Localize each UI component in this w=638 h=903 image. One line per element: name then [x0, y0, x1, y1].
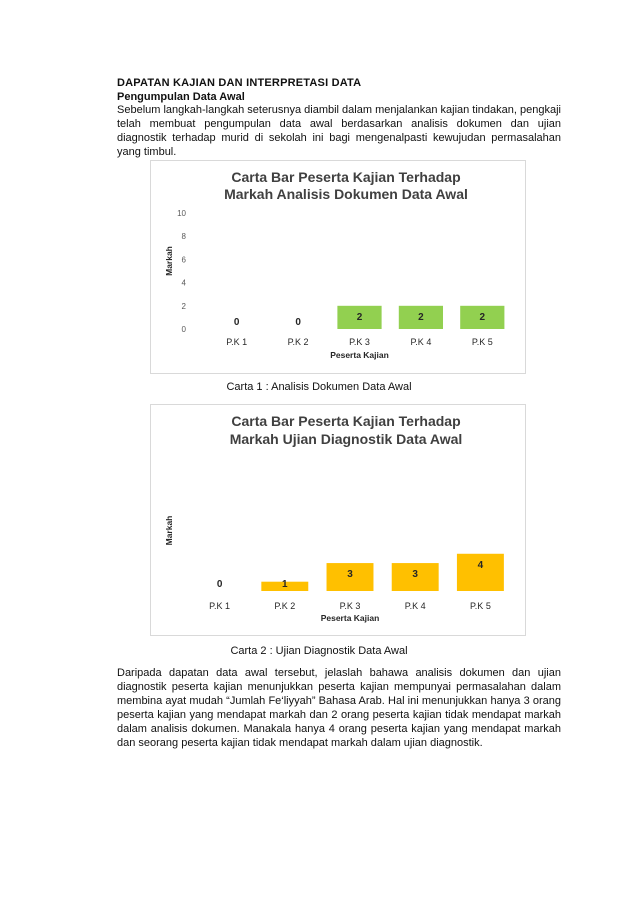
y-tick-label: 6 [181, 255, 186, 265]
bar-data-label: 2 [356, 311, 363, 323]
x-category-label: P.K 3 [339, 601, 361, 611]
chart-title-line: Markah Analisis Dokumen Data Awal [224, 186, 468, 202]
x-category-label: P.K 1 [209, 601, 231, 611]
x-axis-label: Peserta Kajian [330, 350, 389, 360]
bar-data-label: 0 [233, 317, 240, 328]
y-axis-label: Markah [164, 246, 174, 276]
section-subheading: Pengumpulan Data Awal [117, 91, 245, 103]
bar-data-label: 1 [282, 579, 288, 590]
y-axis-label: Markah [164, 515, 174, 546]
x-category-label: P.K 3 [349, 337, 370, 347]
bar-data-label: 4 [477, 559, 484, 571]
bar-data-label: 2 [479, 311, 486, 323]
chart-title-line: Carta Bar Peserta Kajian Terhadap [231, 169, 461, 185]
bar-data-label: 2 [418, 311, 424, 323]
x-category-label: P.K 2 [287, 337, 309, 347]
chart1-caption: Carta 1 : Analisis Dokumen Data Awal [226, 381, 412, 393]
x-axis-label: Peserta Kajian [320, 613, 380, 623]
y-tick-label: 10 [177, 209, 186, 218]
chart-title-line: Markah Ujian Diagnostik Data Awal [229, 431, 463, 447]
section-heading: DAPATAN KAJIAN DAN INTERPRETASI DATA [117, 77, 362, 89]
bar-data-label: 0 [295, 317, 301, 328]
x-category-label: P.K 2 [274, 601, 296, 611]
chart-title-line: Carta Bar Peserta Kajian Terhadap [231, 413, 461, 429]
chart-ujian-diagnostik-svg [151, 405, 525, 635]
intro-paragraph: Sebelum langkah-langkah seterusnya diambil dalam menjalankan kajian tindakan, pengkaji telah membuat pengumpulan data awal berdasarkan analisis dokumen dan ujian diagnostik terhadap murid di sekolah ini bagi mengenalpasti kewujudan permasalahan yang timbul. [117, 104, 561, 158]
chart-ujian-diagnostik [150, 404, 526, 636]
chart2-caption: Carta 2 : Ujian Diagnostik Data Awal [230, 645, 408, 657]
x-category-label: P.K 4 [404, 601, 426, 611]
y-tick-label: 0 [181, 325, 186, 334]
chart-analisis-dokumen [150, 160, 526, 374]
bar-data-label: 3 [347, 569, 353, 581]
bar-data-label: 0 [216, 579, 223, 590]
y-tick-label: 2 [181, 301, 186, 311]
bar-data-label: 3 [412, 569, 418, 581]
y-tick-label: 8 [181, 232, 186, 242]
x-category-label: P.K 4 [410, 337, 432, 347]
conclusion-paragraph: Daripada dapatan data awal tersebut, jelaslah bahawa analisis dokumen dan ujian diagnostik peserta kajian menunjukkan peserta kajian mempunyai permasalahan dalam membina ayat mudah “Jumlah Fe‘liyyah” Bahasa Arab. Hal ini menunjukkan hanya 3 orang peserta kajian yang mendapat markah dan 2 orang peserta kajian tidak mendapat markah dalam analisis dokumen. Manakala hanya 4 orang peserta kajian yang mendapat markah dan seorang peserta kajian tidak mendapat markah dalam ujian diagnostik. [117, 667, 561, 749]
x-category-label: P.K 1 [226, 337, 248, 347]
x-category-label: P.K 5 [469, 601, 491, 611]
x-category-label: P.K 5 [471, 337, 493, 347]
chart-analisis-dokumen-svg [151, 161, 525, 373]
y-tick-label: 4 [181, 278, 186, 288]
